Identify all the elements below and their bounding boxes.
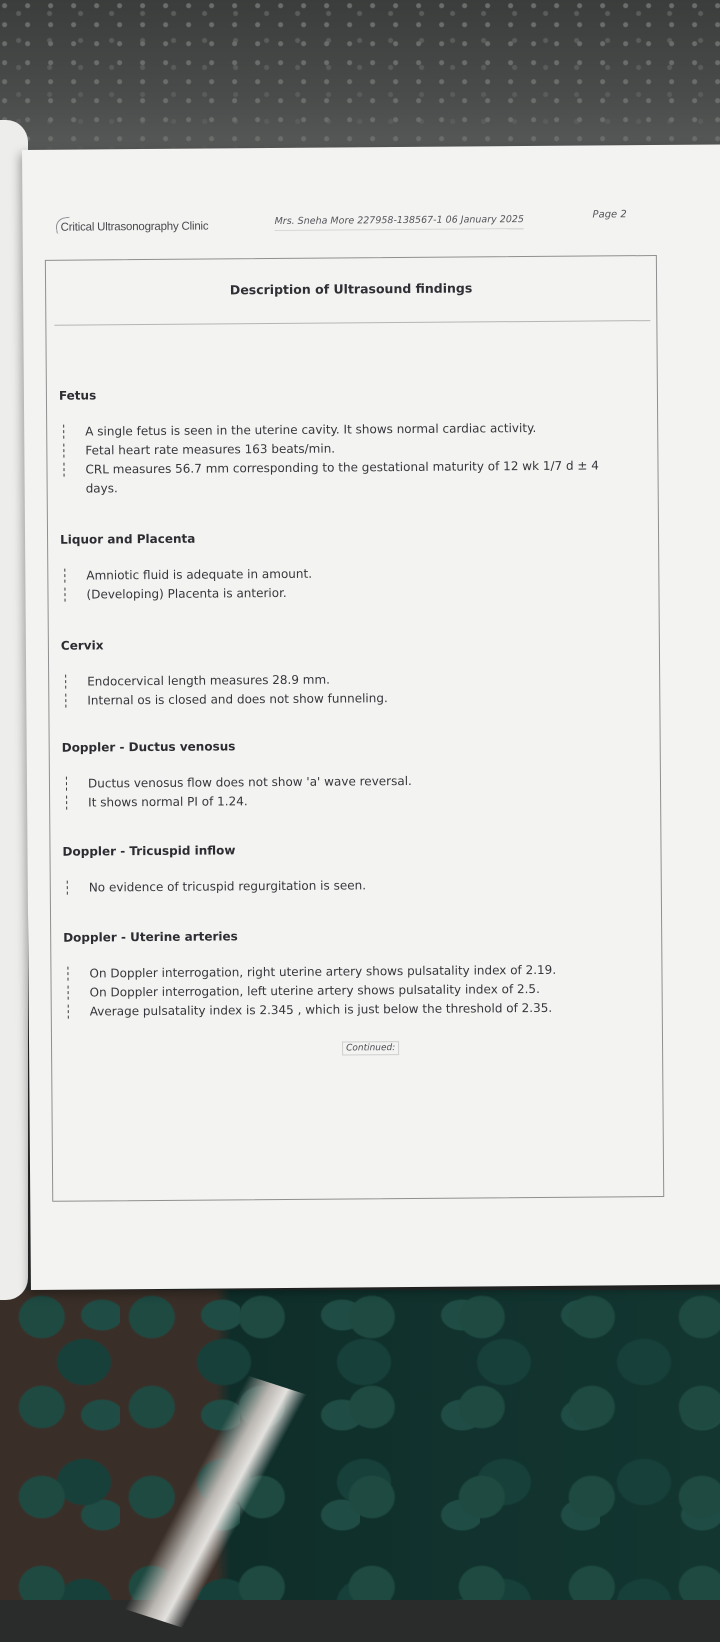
section-heading: Fetus	[58, 388, 97, 403]
finding-line: Amniotic fluid is adequate in amount.	[60, 562, 640, 586]
bullet-tick	[65, 694, 66, 708]
finding-line: Internal os is closed and does not show funneling.	[61, 687, 641, 711]
bullet-tick	[63, 425, 64, 439]
finding-line: No evidence of tricuspid regurgitation is seen.	[63, 874, 643, 898]
finding-line: On Doppler interrogation, right uterine artery shows pulsatality index of 2.19.	[63, 960, 643, 984]
section-tricuspid-inflow	[62, 840, 642, 898]
section-heading: Cervix	[60, 638, 104, 653]
bullet-tick	[67, 967, 68, 981]
section-liquor-placenta	[60, 528, 641, 605]
section-uterine-arteries	[63, 926, 644, 1022]
page-number: Page 2	[592, 209, 627, 221]
continued-label: Continued:	[342, 1041, 399, 1055]
finding-line: Fetal heart rate measures 163 beats/min.	[59, 437, 639, 461]
finding-line: (Developing) Placenta is anterior.	[60, 581, 640, 605]
bullet-tick	[65, 675, 66, 689]
report-page	[22, 145, 720, 1290]
patient-info: Mrs. Sneha More 227958-138567-1 06 January 2025	[275, 214, 525, 231]
bullet-tick	[63, 463, 64, 477]
bullet-tick	[66, 777, 67, 791]
bullet-tick	[68, 1005, 69, 1019]
section-heading: Doppler - Uterine arteries	[63, 929, 238, 945]
finding-line: Endocervical length measures 28.9 mm.	[61, 668, 641, 692]
bullet-tick	[67, 881, 68, 895]
finding-line: It shows normal PI of 1.24.	[62, 789, 642, 813]
finding-line: CRL measures 56.7 mm corresponding to the gestational maturity of 12 wk 1/7 d ± 4	[59, 456, 639, 480]
bullet-tick	[66, 796, 67, 810]
finding-line: Ductus venosus flow does not show 'a' wave reversal.	[62, 770, 642, 794]
section-fetus	[59, 384, 640, 499]
section-heading: Doppler - Ductus venosus	[61, 739, 236, 755]
background-fabric	[0, 1290, 720, 1600]
section-cervix	[61, 634, 642, 711]
page-title: Description of Ultrasound findings	[229, 280, 473, 298]
finding-line: A single fetus is seen in the uterine cavity. It shows normal cardiac activity.	[59, 418, 639, 442]
bullet-tick	[64, 569, 65, 583]
section-heading: Liquor and Placenta	[60, 531, 196, 547]
section-heading: Doppler - Tricuspid inflow	[62, 843, 236, 859]
finding-line: On Doppler interrogation, left uterine artery shows pulsatality index of 2.5.	[64, 979, 644, 1003]
bullet-tick	[63, 444, 64, 458]
finding-line: days.	[85, 481, 118, 496]
report-frame	[45, 255, 664, 1202]
bullet-tick	[68, 986, 69, 1000]
section-ductus-venosus	[62, 736, 643, 813]
bullet-tick	[64, 588, 65, 602]
finding-line: Average pulsatality index is 2.345 , which is just below the threshold of 2.35.	[64, 998, 644, 1022]
clinic-name: Critical Ultrasonography Clinic	[60, 220, 209, 234]
title-divider	[54, 320, 650, 326]
